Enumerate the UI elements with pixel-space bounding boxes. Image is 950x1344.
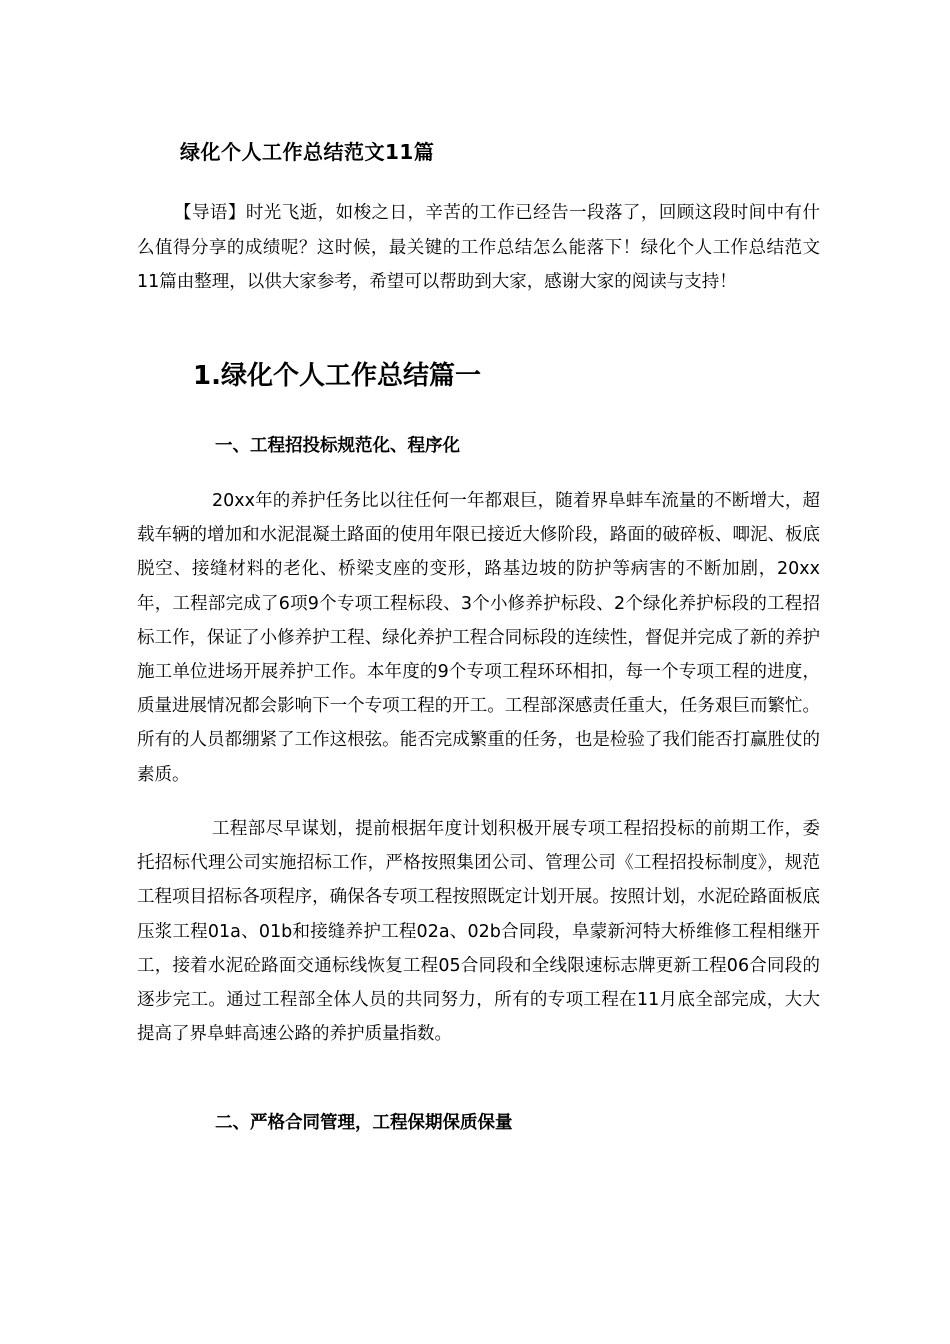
- document-title: 绿化个人工作总结范文11篇: [180, 140, 435, 164]
- subheading-1: 一、工程招投标规范化、程序化: [215, 436, 460, 456]
- body-paragraph-1: 20xx年的养护任务比以往任何一年都艰巨，随着界阜蚌车流量的不断增大，超载车辆的增加和水泥混凝土路面的使用年限已接近大修阶段，路面的破碎板、唧泥、板底脱空、接缝材料的老化、桥梁支座的变形，路基边坡的防护等病害的不断加剧，20xx年，工程部完成了6项9个专项工程标段、3个小修养护标段、2个绿化养护标段的工程招标工作，保证了小修养护工程、绿化养护工程合同标段的连续性，督促并完成了新的养护施工单位进场开展养护工作。本年度的9个专项工程环环相扣，每一个专项工程的进度，质量进展情况都会影响下一个专项工程的开工。工程部深感责任重大，任务艰巨而繁忙。所有的人员都绷紧了工作这根弦。能否完成繁重的任务，也是检验了我们能否打赢胜仗的素质。: [137, 491, 820, 785]
- section-heading: 1.绿化个人工作总结篇一: [193, 361, 481, 391]
- intro-paragraph: 【导语】时光飞逝，如梭之日，辛苦的工作已经告一段落了，回顾这段时间中有什么值得分享的成绩呢？这时候，最关键的工作总结怎么能落下！绿化个人工作总结范文11篇由整理，以供大家参考，希望可以帮助到大家，感谢大家的阅读与支持！: [137, 203, 820, 292]
- subheading-2: 二、严格合同管理，工程保期保质保量: [215, 1113, 513, 1133]
- body-paragraph-2: 工程部尽早谋划，提前根据年度计划积极开展专项工程招投标的前期工作，委托招标代理公司实施招标工作，严格按照集团公司、管理公司《工程招投标制度》，规范工程项目招标各项程序，确保各专项工程按照既定计划开展。按照计划，水泥砼路面板底压浆工程01a、01b和接缝养护工程02a、02b合同段，阜蒙新河特大桥维修工程相继开工，接着水泥砼路面交通标线恢复工程05合同段和全线限速标志牌更新工程06合同段的逐步完工。通过工程部全体人员的共同努力，所有的专项工程在11月底全部完成，大大提高了界阜蚌高速公路的养护质量指数。: [137, 819, 820, 1045]
